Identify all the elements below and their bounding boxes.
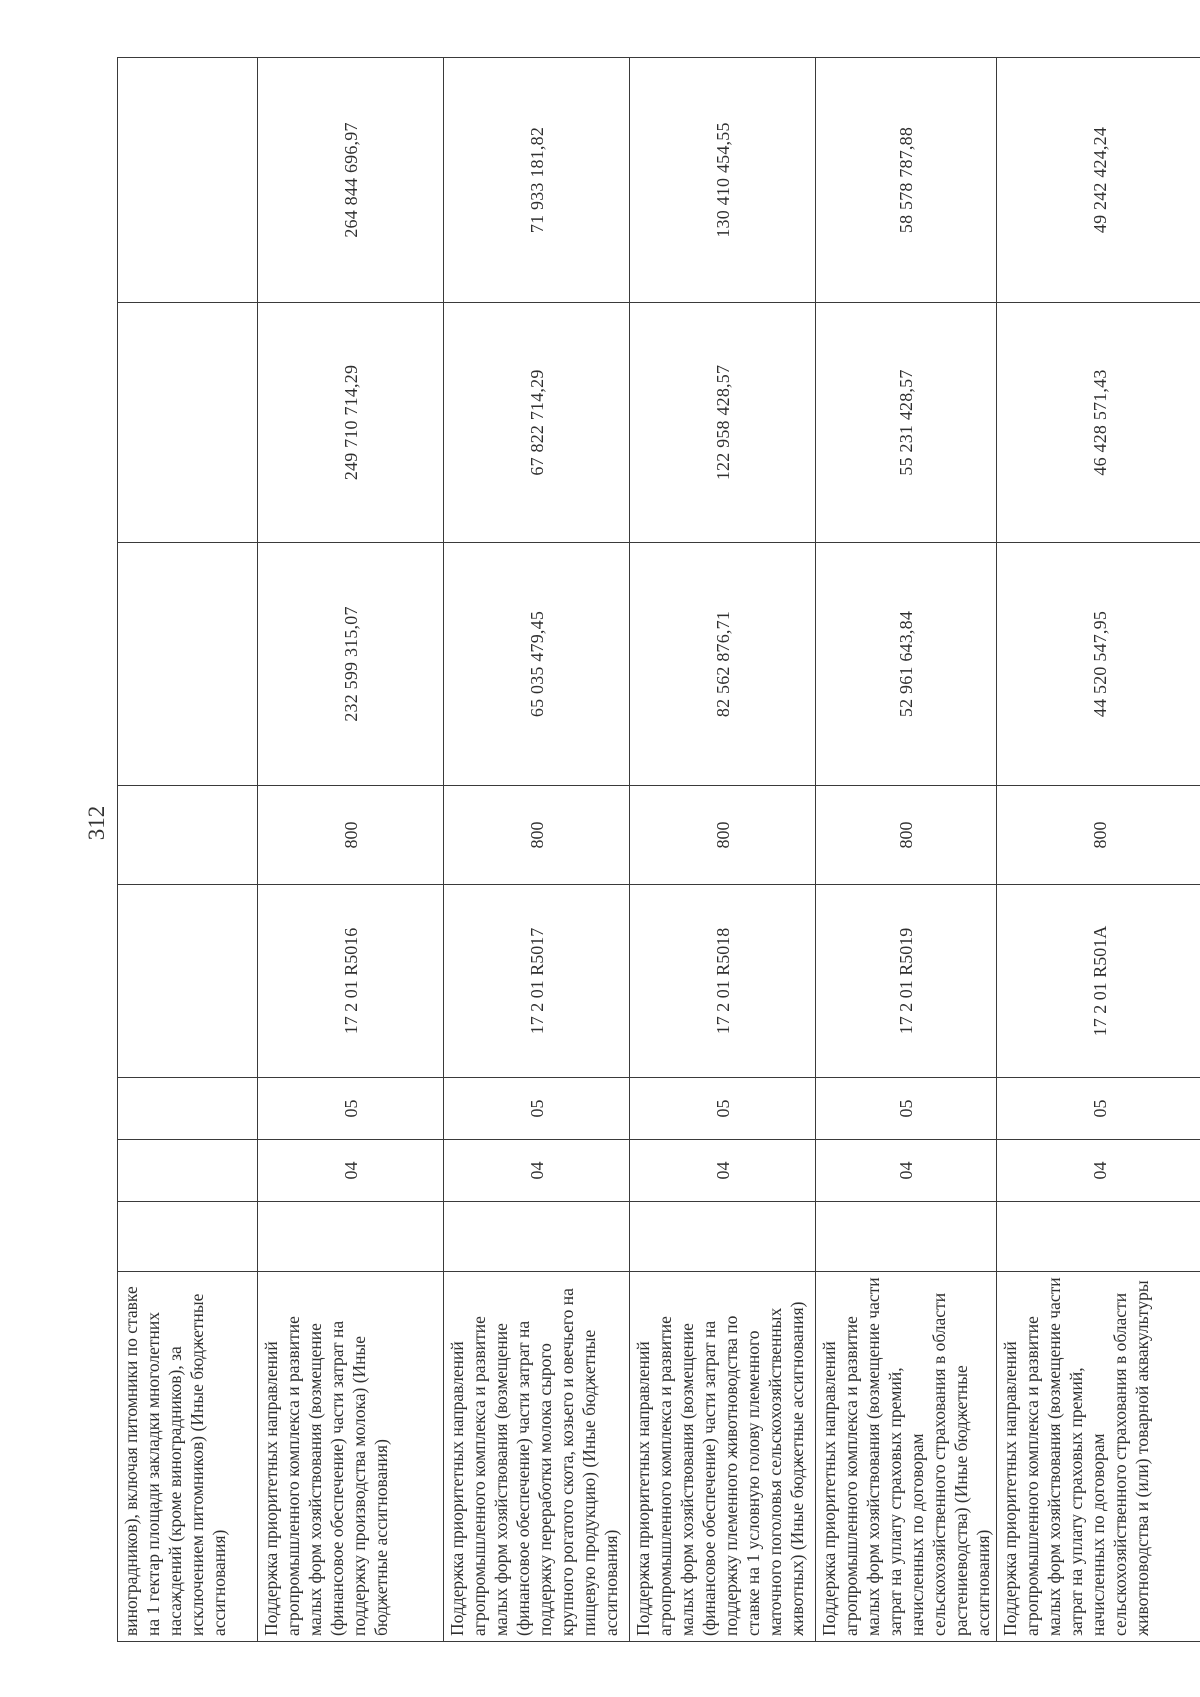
row-sum-year-2 <box>118 303 258 543</box>
row-description: виноградников), включая питомники по ставке на 1 гектар площади закладки многолетних насаждений (кроме виноградников), за исключением питомников) (Иные бюджетные ассигнования) <box>118 1272 258 1642</box>
row-description: Поддержка приоритетных направлений агропромышленного комплекса и развитие малых форм хозяйствования (возмещение (финансовое обеспечение) части затрат на поддержку племенного животноводства по ставке на 1 условную голову племенного маточного поголовья сельскохозяйственных животных) (Иные бюджетные ассигнования) <box>630 1272 816 1642</box>
row-section: 04 <box>816 1140 997 1202</box>
row-ministry <box>258 1202 444 1272</box>
row-description: Поддержка приоритетных направлений агропромышленного комплекса и развитие малых форм хозяйствования (возмещение (финансовое обеспечение) части затрат на поддержку переработки молока сырого крупного рогатого скота, козьего и овечьего на пищевую продукцию) (Иные бюджетные ассигнования) <box>444 1272 630 1642</box>
row-subsection: 05 <box>997 1078 1200 1140</box>
table-row <box>118 58 258 1642</box>
row-expense-type <box>118 786 258 885</box>
row-sum-year-2: 55 231 428,57 <box>816 303 997 543</box>
row-target-article: 17 2 01 R5017 <box>444 885 630 1078</box>
row-sum-year-3: 71 933 181,82 <box>444 58 630 303</box>
row-sum-year-2: 122 958 428,57 <box>630 303 816 543</box>
row-subsection: 05 <box>444 1078 630 1140</box>
row-description: Поддержка приоритетных направлений агропромышленного комплекса и развитие малых форм хозяйствования (возмещение части затрат на уплату страховых премий, начисленных по договорам сельскохозяйственного страхования в области животноводства и (или) товарной аквакультуры <box>997 1272 1200 1642</box>
row-description: Поддержка приоритетных направлений агропромышленного комплекса и развитие малых форм хозяйствования (возмещение части затрат на уплату страховых премий, начисленных по договорам сельскохозяйственного страхования в области растениеводства) (Иные бюджетные ассигнования) <box>816 1272 997 1642</box>
row-sum-year-2: 46 428 571,43 <box>997 303 1200 543</box>
table-row <box>630 58 816 1642</box>
row-subsection: 05 <box>258 1078 444 1140</box>
table-row <box>444 58 630 1642</box>
row-sum-year-1: 82 562 876,71 <box>630 543 816 786</box>
table-row <box>816 58 997 1642</box>
row-ministry <box>118 1202 258 1272</box>
row-ministry <box>444 1202 630 1272</box>
row-section: 04 <box>997 1140 1200 1202</box>
row-target-article: 17 2 01 R501A <box>997 885 1200 1078</box>
row-sum-year-3: 130 410 454,55 <box>630 58 816 303</box>
row-sum-year-2: 249 710 714,29 <box>258 303 444 543</box>
table-row <box>258 58 444 1642</box>
row-section: 04 <box>444 1140 630 1202</box>
row-target-article <box>118 885 258 1078</box>
rotated-table-container <box>117 58 1187 1642</box>
budget-table <box>117 57 1200 1642</box>
row-sum-year-2: 67 822 714,29 <box>444 303 630 543</box>
row-sum-year-3: 49 242 424,24 <box>997 58 1200 303</box>
row-section: 04 <box>258 1140 444 1202</box>
table-body <box>118 58 1200 1642</box>
row-sum-year-1: 232 599 315,07 <box>258 543 444 786</box>
row-sum-year-1 <box>118 543 258 786</box>
row-sum-year-1: 52 961 643,84 <box>816 543 997 786</box>
row-sum-year-1: 65 035 479,45 <box>444 543 630 786</box>
row-expense-type: 800 <box>258 786 444 885</box>
table-row <box>997 58 1200 1642</box>
row-sum-year-3 <box>118 58 258 303</box>
row-subsection: 05 <box>630 1078 816 1140</box>
row-target-article: 17 2 01 R5016 <box>258 885 444 1078</box>
row-sum-year-1: 44 520 547,95 <box>997 543 1200 786</box>
row-expense-type: 800 <box>630 786 816 885</box>
row-subsection <box>118 1078 258 1140</box>
row-ministry <box>997 1202 1200 1272</box>
row-section <box>118 1140 258 1202</box>
row-sum-year-3: 58 578 787,88 <box>816 58 997 303</box>
row-ministry <box>630 1202 816 1272</box>
row-sum-year-3: 264 844 696,97 <box>258 58 444 303</box>
page-number: 312 <box>84 805 109 841</box>
row-ministry <box>816 1202 997 1272</box>
row-target-article: 17 2 01 R5019 <box>816 885 997 1078</box>
row-expense-type: 800 <box>444 786 630 885</box>
row-target-article: 17 2 01 R5018 <box>630 885 816 1078</box>
row-description: Поддержка приоритетных направлений агропромышленного комплекса и развитие малых форм хозяйствования (возмещение (финансовое обеспечение) части затрат на поддержку производства молока) (Иные бюджетные ассигнования) <box>258 1272 444 1642</box>
row-section: 04 <box>630 1140 816 1202</box>
row-expense-type: 800 <box>816 786 997 885</box>
row-expense-type: 800 <box>997 786 1200 885</box>
row-subsection: 05 <box>816 1078 997 1140</box>
